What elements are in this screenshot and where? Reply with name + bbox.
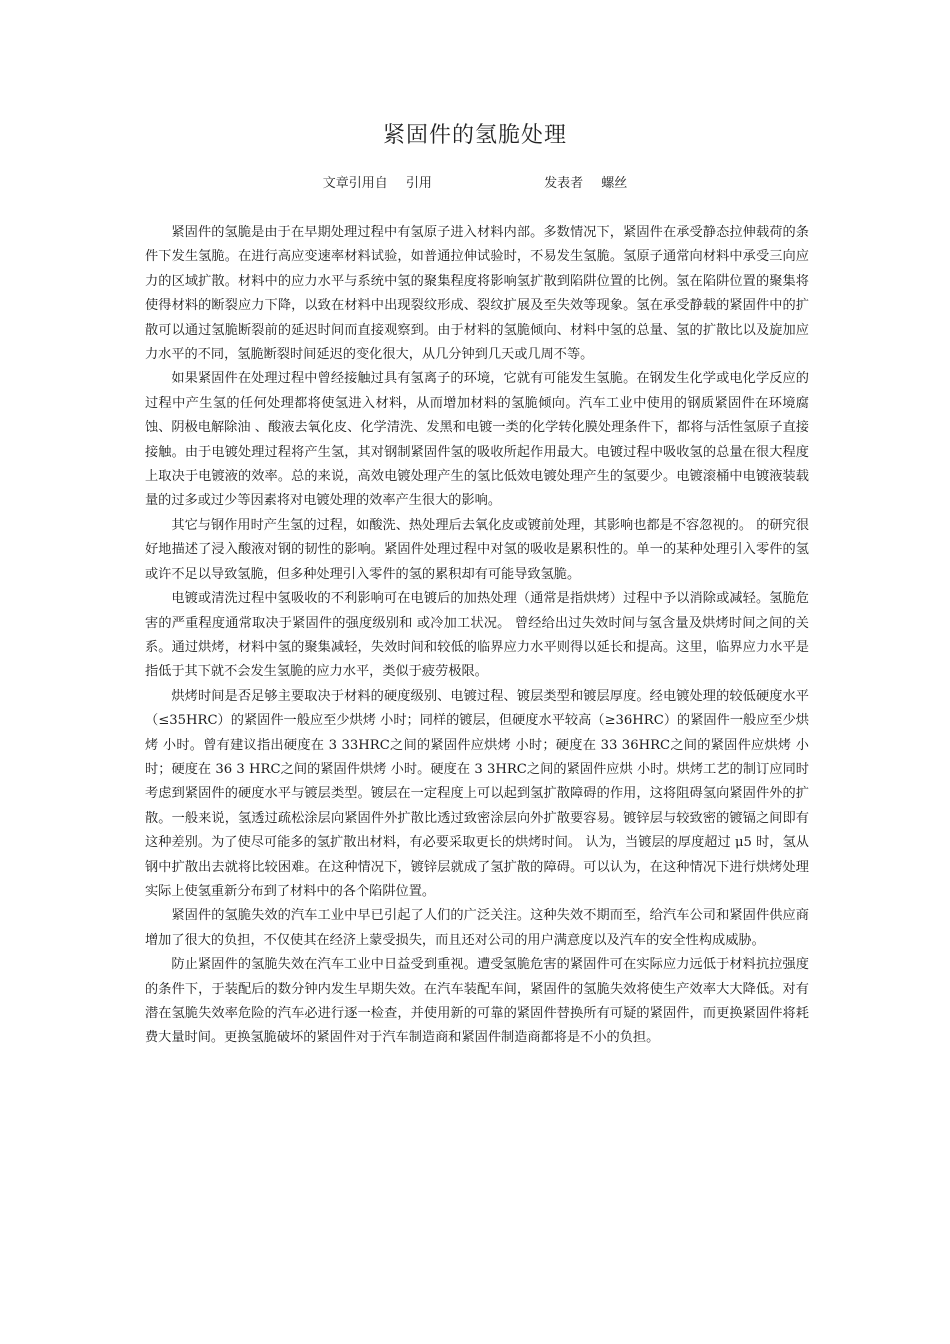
- article-meta: [0, 172, 950, 191]
- paragraph: 电镀或清洗过程中氢吸收的不利影响可在电镀后的加热处理（通常是指烘烤）过程中予以消除或减轻。氢脆危害的严重程度通常取决于紧固件的强度级别和 或冷加工状况。 曾经给出过失效时间与氢含量及烘烤时间之间的关系。通过烘烤，材料中氢的聚集减轻，失效时间和较低的临界应力水平则得以延长和提高。这里，临界应力水平是指低于其下就不会发生氢脆的应力水平，类似于疲劳极限。: [145, 591, 809, 680]
- paragraph: 烘烤时间是否足够主要取决于材料的硬度级别、电镀过程、镀层类型和镀层厚度。经电镀处理的较低硬度水平（≤35HRC）的紧固件一般应至少烘烤 小时；同样的镀层，但硬度水平较高（≥36HRC）的紧固件一般应至少烘烤 小时。曾有建议指出硬度在 3 33HRC之间的紧固件应烘烤 小时；硬度在 33 36HRC之间的紧固件应烘烤 小时；硬度在 36 3 HRC之间的紧固件烘烤 小时。硬度在 3 3HRC之间的紧固件应烘 小时。烘烤工艺的制订应同时考虑到紧固件的硬度水平与镀层类型。镀层在一定程度上可以起到氢扩散障碍的作用，这将阻碍氢向紧固件外的扩散。一般来说，氢透过疏松涂层向紧固件外扩散比透过致密涂层向外扩散要容易。镀锌层与较致密的镀镉之间即有这种差别。为了使尽可能多的氢扩散出材料，有必要采取更长的烘烤时间。 认为，当镀层的厚度超过 μ5 时，氢从钢中扩散出去就将比较困难。在这种情况下，镀锌层就成了氢扩散的障碍。可以认为，在这种情况下进行烘烤处理实际上使氢重新分布到了材料中的各个陷阱位置。: [145, 688, 809, 899]
- publisher-label: 发表者: [544, 176, 584, 191]
- paragraph: 其它与钢作用时产生氢的过程，如酸洗、热处理后去氧化皮或镀前处理，其影响也都是不容忽视的。 的研究很好地描述了浸入酸液对钢的韧性的影响。紧固件处理过程中对氢的吸收是累积性的。单一的某种处理引入零件的氢或许不足以导致氢脆，但多种处理引入零件的氢的累积却有可能导致氢脆。: [145, 517, 809, 582]
- paragraph: 紧固件的氢脆失效的汽车工业中早已引起了人们的广泛关注。这种失效不期而至，给汽车公司和紧固件供应商增加了很大的负担，不仅使其在经济上蒙受损失，而且还对公司的用户满意度以及汽车的安全性构成威胁。: [145, 908, 809, 948]
- paragraph: 如果紧固件在处理过程中曾经接触过具有氢离子的环境，它就有可能发生氢脆。在钢发生化学或电化学反应的过程中产生氢的任何处理都将使氢进入材料，从而增加材料的氢脆倾向。汽车工业中使用的钢质紧固件在环境腐蚀、阴极电解除油 、酸液去氧化皮、化学清洗、发黑和电镀一类的化学转化膜处理条件下，都将与活性氢原子直接接触。由于电镀处理过程将产生氢，其对钢制紧固件氢的吸收所起作用最大。电镀过程中吸收氢的总量在很大程度上取决于电镀液的效率。总的来说，高效电镀处理产生的氢比低效电镀处理产生的氢要少。电镀滚桶中电镀液装载量的过多或过少等因素将对电镀处理的效率产生很大的影响。: [145, 371, 809, 509]
- article-body: [145, 221, 809, 1051]
- cited-from-label: 文章引用自: [322, 176, 388, 191]
- document-title: 紧固件的氢脆处理: [382, 123, 567, 148]
- paragraph: 防止紧固件的氢脆失效在汽车工业中日益受到重视。遭受氢脆危害的紧固件可在实际应力远低于材料抗拉强度的条件下，于装配后的数分钟内发生早期失效。在汽车装配车间，紧固件的氢脆失效将使生产效率大大降低。对有潜在氢脆失效率危险的汽车必进行逐一检查，并使用新的可靠的紧固件替换所有可疑的紧固件，而更换紧固件将耗费大量时间。更换氢脆破坏的紧固件对于汽车制造商和紧固件制造商都将是不小的负担。: [145, 957, 809, 1046]
- publisher-name: 螺丝: [601, 176, 628, 191]
- paragraph: 紧固件的氢脆是由于在早期处理过程中有氢原子进入材料内部。多数情况下，紧固件在承受静态拉伸载荷的条件下发生氢脆。在进行高应变速率材料试验，如普通拉伸试验时，不易发生氢脆。氢原子通常向材料中承受三向应力的区域扩散。材料中的应力水平与系统中氢的聚集程度将影响氢扩散到陷阱位置的比例。氢在陷阱位置的聚集将使得材料的断裂应力下降，以致在材料中出现裂纹形成、裂纹扩展及至失效等现象。氢在承受静载的紧固件中的扩散可以通过氢脆断裂前的延迟时间而直接观察到。由于材料的氢脆倾向、材料中氢的总量、氢的扩散比以及旋加应力水平的不同，氢脆断裂时间延迟的变化很大，从几分钟到几天或几周不等。: [145, 225, 809, 363]
- cited-label: 引用: [405, 176, 432, 191]
